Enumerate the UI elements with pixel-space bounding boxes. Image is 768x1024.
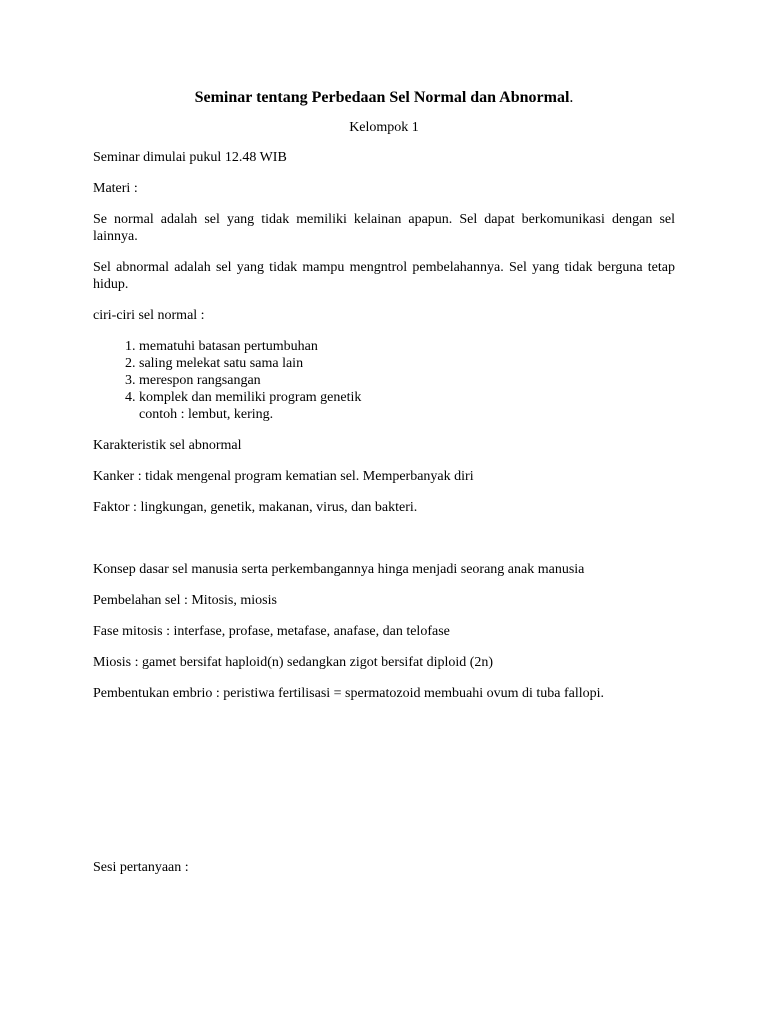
embryo-formation-line: Pembentukan embrio : peristiwa fertilisasi = spermatozoid membuahi ovum di tuba fallopi. (93, 686, 605, 701)
blank-space (93, 716, 675, 859)
cancer-line: Kanker : tidak mengenal program kematian sel. Memperbanyak diri (93, 469, 474, 484)
list-item-text: komplek dan memiliki program genetik (139, 390, 362, 405)
list-item (139, 389, 675, 423)
factors-line: Faktor : lingkungan, genetik, makanan, virus, dan bakteri. (93, 500, 418, 515)
group-label: Kelompok 1 (349, 120, 419, 135)
cell-division-line: Pembelahan sel : Mitosis, miosis (93, 593, 277, 608)
seminar-start-line: Seminar dimulai pukul 12.48 WIB (93, 150, 287, 165)
document-body (93, 89, 675, 890)
traits-example: contoh : lembut, kering. (139, 407, 274, 422)
normal-cell-paragraph: Se normal adalah sel yang tidak memiliki kelainan apapun. Sel dapat berkomunikasi dengan sel lainnya. (93, 212, 675, 244)
abnormal-cell-paragraph: Sel abnormal adalah sel yang tidak mampu mengntrol pembelahannya. Sel yang tidak berguna tetap hidup. (93, 260, 675, 292)
abnormal-characteristics-heading: Karakteristik sel abnormal (93, 438, 242, 453)
question-session-line: Sesi pertanyaan : (93, 860, 189, 875)
meiosis-line: Miosis : gamet bersifat haploid(n) sedangkan zigot bersifat diploid (2n) (93, 655, 494, 670)
list-item: 1. mematuhi batasan pertumbuhan (139, 338, 675, 355)
list-item: 3. merespon rangsangan (139, 372, 675, 389)
list-item: 2. saling melekat satu sama lain (139, 355, 675, 372)
materi-label: Materi : (93, 181, 138, 196)
normal-cell-traits-list (93, 338, 675, 423)
normal-cell-traits-heading: ciri-ciri sel normal : (93, 308, 205, 323)
basic-concept-line: Konsep dasar sel manusia serta perkembangannya hinga menjadi seorang anak manusia (93, 562, 585, 577)
document-title (93, 89, 675, 106)
title-period: . (569, 89, 574, 106)
mitosis-phases-line: Fase mitosis : interfase, profase, metafase, anafase, dan telofase (93, 624, 450, 639)
blank-line (93, 530, 675, 561)
title-text: Seminar tentang Perbedaan Sel Normal dan Abnormal (194, 89, 570, 106)
